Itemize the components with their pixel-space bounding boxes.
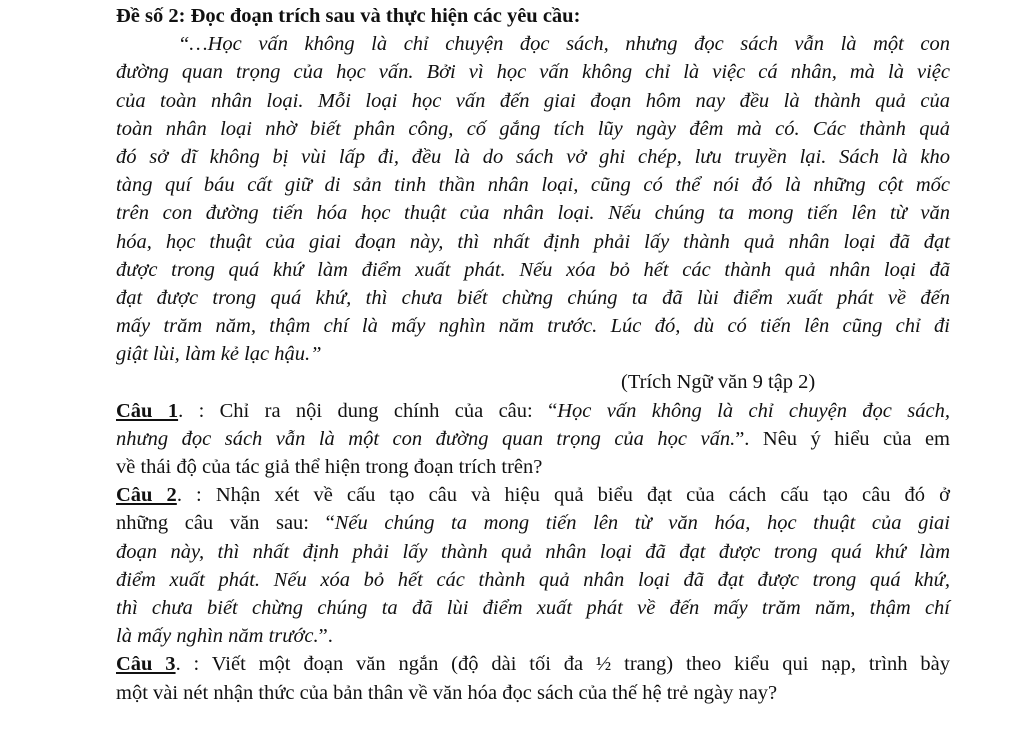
passage-line: trên con đường tiến hóa học thuật của nhân loại. Nếu chúng ta mong tiến lên từ văn	[116, 202, 950, 225]
question-1-label: Câu 1	[116, 399, 179, 422]
question-3-text: . : Viết một đoạn văn ngắn (độ dài tối đa ½ trang) theo kiểu qui nạp, trình bày	[175, 653, 950, 676]
question-2	[116, 481, 950, 650]
question-2-quote: thì chưa biết chừng chúng ta đã lùi điểm xuất phát về đến mấy trăm năm, thậm chí	[116, 596, 950, 619]
passage-line: của toàn nhân loại. Mỗi loại học vấn đến giai đoạn hôm nay đều là thành quả của	[116, 89, 950, 112]
question-1-quote: Học vấn không là chỉ chuyện đọc sách,	[557, 399, 950, 422]
passage-line: tàng quí báu cất giữ di sản tinh thần nhân loại, cũng có thể nói đó là những cột mốc	[116, 174, 950, 197]
passage-line: giật lùi, làm kẻ lạc hậu.”	[116, 343, 322, 366]
passage-line: hóa, học thuật của giai đoạn này, thì nhất định phải lấy thành quả nhân loại đã đạt	[116, 230, 950, 253]
passage-line: được trong quá khứ làm điểm xuất phát. Nếu xóa bỏ hết các thành quả nhân loại đã	[116, 258, 950, 281]
question-1-text: ”. Nêu ý hiểu của em	[735, 427, 951, 450]
question-2-quote: đoạn này, thì nhất định phải lấy thành quả nhân loại đã đạt được trong quá khứ làm	[116, 540, 950, 563]
question-1-line	[116, 425, 950, 453]
question-2-line	[116, 622, 950, 650]
question-1-line	[116, 397, 950, 425]
question-2-label: Câu 2	[116, 484, 177, 507]
passage-line: toàn nhân loại nhờ biết phân công, cố gắng tích lũy ngày đêm mà có. Các thành quả	[116, 117, 950, 140]
question-3-label: Câu 3	[116, 653, 176, 676]
question-3-line: một vài nét nhận thức của bản thân về văn hóa đọc sách của thế hệ trẻ ngày nay?	[116, 681, 778, 704]
question-1-text: . : Chỉ ra nội dung chính của câu: “	[178, 399, 558, 422]
document-page	[116, 2, 950, 707]
question-2-quote: điểm xuất phát. Nếu xóa bỏ hết các thành quả nhân loại đã đạt được trong quá khứ,	[116, 568, 950, 591]
passage-line: đó sở dĩ không bị vùi lấp đi, đều là do sách vở ghi chép, lưu truyền lại. Sách là kho	[116, 145, 950, 168]
passage-line: “…Học vấn không là chỉ chuyện đọc sách, nhưng đọc sách vẫn là một con	[178, 33, 950, 56]
question-2-text: những câu văn sau: “	[116, 512, 335, 535]
question-2-text: ”.	[318, 625, 333, 648]
passage	[116, 30, 950, 368]
question-1-quote: nhưng đọc sách vẫn là một con đường quan trọng của học vấn.	[116, 427, 736, 450]
question-1	[116, 397, 950, 482]
passage-line: mấy trăm năm, thậm chí là mấy nghìn năm trước. Lúc đó, dù có tiến lên cũng chỉ đi	[116, 315, 950, 338]
question-2-text: . : Nhận xét về cấu tạo câu và hiệu quả biểu đạt của cách cấu tạo câu đó ở	[176, 484, 950, 507]
passage-source: (Trích Ngữ văn 9 tập 2)	[621, 371, 816, 394]
question-2-line	[116, 481, 950, 509]
question-2-quote: là mấy nghìn năm trước.	[116, 625, 319, 648]
question-2-line	[116, 509, 950, 537]
question-3-line	[116, 650, 950, 678]
passage-line: đạt được trong quá khứ, thì chưa biết chừng chúng ta đã lùi điểm xuất phát về đến	[116, 286, 950, 309]
passage-line: đường quan trọng của học vấn. Bởi vì học vấn không chỉ là việc cá nhân, mà là việc	[116, 61, 950, 84]
question-3	[116, 650, 950, 706]
question-2-quote: Nếu chúng ta mong tiến lên từ văn hóa, học thuật của giai	[334, 512, 950, 535]
question-1-line: về thái độ của tác giả thể hiện trong đoạn trích trên?	[116, 456, 543, 478]
exam-title: Đề số 2: Đọc đoạn trích sau và thực hiện các yêu cầu:	[116, 5, 581, 27]
